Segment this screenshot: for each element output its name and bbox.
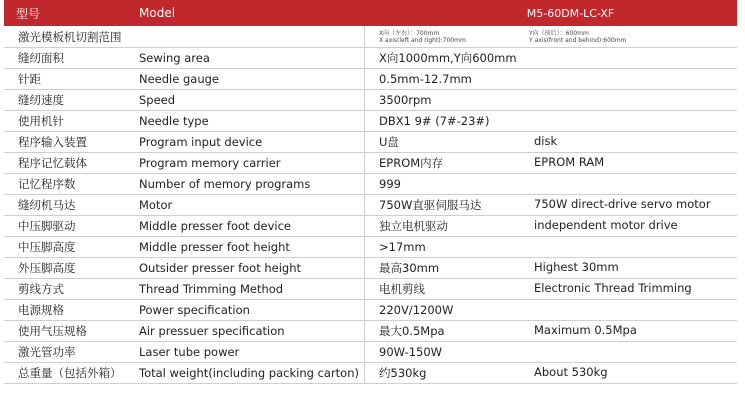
value-en: independent motor drive xyxy=(534,218,678,232)
row-label-en xyxy=(129,26,365,47)
value-en xyxy=(534,303,737,317)
row-label-en: Needle gauge xyxy=(129,69,365,89)
value-en xyxy=(534,72,737,86)
value-en: 750W direct-drive servo motor xyxy=(534,197,711,211)
value-cn: 最大0.5Mpa xyxy=(379,324,445,338)
row-label-cn: 中压脚驱动 xyxy=(18,219,76,233)
value-cn: 电机剪线 xyxy=(379,282,425,296)
row-label-cn: 针距 xyxy=(18,72,41,86)
row-value xyxy=(365,114,737,128)
row-label-en: Air pressuer specification xyxy=(129,321,365,341)
row-value xyxy=(365,281,737,297)
table-row xyxy=(4,132,737,153)
row-value xyxy=(365,365,737,381)
value-cn: 0.5mm-12.7mm xyxy=(379,72,472,86)
table-row xyxy=(4,279,737,300)
row-label-cn: 激光模板机切割范围 xyxy=(18,29,122,44)
value-en: About 530kg xyxy=(534,365,608,379)
value-cn: 独立电机驱动 xyxy=(379,219,448,233)
value-en xyxy=(534,240,737,254)
value-cn: DBX1 9# (7#-23#) xyxy=(379,114,490,128)
value-cn: 999 xyxy=(379,177,401,191)
row-label-en: Speed xyxy=(129,90,365,110)
row-label-cn: 总重量（包括外箱） xyxy=(18,366,122,380)
row-value xyxy=(365,30,737,44)
x-range-en: X axis(left and right):700mm xyxy=(379,36,466,44)
spec-table xyxy=(4,0,737,384)
row-label-en: Thread Trimming Method xyxy=(129,279,365,299)
table-row xyxy=(4,300,737,321)
value-cn: 750W直驱伺服马达 xyxy=(379,198,482,212)
row-label-cn: 剪线方式 xyxy=(18,282,64,296)
row-label-cn: 使用机针 xyxy=(18,114,64,128)
row-value xyxy=(365,50,737,66)
table-row xyxy=(4,153,737,174)
table-row xyxy=(4,111,737,132)
row-label-en: Sewing area xyxy=(129,48,365,68)
value-en xyxy=(534,50,737,66)
x-range-cn: X向（左右）：700mm xyxy=(379,29,440,37)
table-row xyxy=(4,321,737,342)
row-label-cn: 电源规格 xyxy=(18,303,64,317)
value-en: EPROM RAM xyxy=(534,155,605,169)
value-cn: 最高30mm xyxy=(379,261,440,275)
row-label-cn: 缝纫面积 xyxy=(18,51,64,65)
row-label-cn: 程序输入装置 xyxy=(18,135,87,149)
row-label-en: Program input device xyxy=(129,132,365,152)
table-row xyxy=(4,48,737,69)
row-value xyxy=(365,323,737,339)
table-row xyxy=(4,90,737,111)
row-value xyxy=(365,240,737,254)
row-label-cn: 缝纫速度 xyxy=(18,93,64,107)
table-row xyxy=(4,342,737,363)
header-col-model: Model xyxy=(139,6,176,20)
value-en: Highest 30mm xyxy=(534,260,619,274)
row-label-cn: 缝纫机马达 xyxy=(18,198,76,212)
row-label-en: Power specification xyxy=(129,300,365,320)
table-row-laser-range xyxy=(4,26,737,48)
row-value xyxy=(365,134,737,150)
row-value xyxy=(365,155,737,171)
row-value xyxy=(365,177,737,191)
header-col-cn: 型号 xyxy=(16,6,41,21)
row-label-en: Number of memory programs xyxy=(129,174,365,194)
header-col-model-number: M5-60DM-LC-XF xyxy=(526,6,615,20)
row-value xyxy=(365,72,737,86)
table-row xyxy=(4,237,737,258)
row-label-en: Laser tube power xyxy=(129,342,365,362)
table-row xyxy=(4,174,737,195)
row-label-cn: 记忆程序数 xyxy=(18,177,76,191)
value-cn: 约530kg xyxy=(379,366,427,380)
value-en: Electronic Thread Trimming xyxy=(534,281,692,295)
value-en xyxy=(534,93,737,107)
row-label-en: Middle presser foot device xyxy=(129,216,365,236)
value-en: Maximum 0.5Mpa xyxy=(534,323,637,337)
table-row xyxy=(4,195,737,216)
row-label-en: Program memory carrier xyxy=(129,153,365,173)
row-value xyxy=(365,303,737,317)
row-value xyxy=(365,218,737,234)
row-value xyxy=(365,260,737,276)
table-row xyxy=(4,69,737,90)
value-cn: 3500rpm xyxy=(379,93,432,107)
row-label-en: Outsider presser foot height xyxy=(129,258,365,278)
row-label-cn: 外压脚高度 xyxy=(18,261,76,275)
value-en xyxy=(534,114,737,128)
value-cn: >17mm xyxy=(379,240,426,254)
value-cn: EPROM内存 xyxy=(379,156,444,170)
table-row xyxy=(4,216,737,237)
row-label-cn: 使用气压规格 xyxy=(18,324,87,338)
value-cn: X向1000mm,Y向600mm xyxy=(379,51,517,65)
value-en xyxy=(534,345,737,359)
row-label-en: Motor xyxy=(129,195,365,215)
table-body xyxy=(4,48,737,384)
row-value xyxy=(365,345,737,359)
row-label-en: Middle presser foot height xyxy=(129,237,365,257)
row-label-en: Needle type xyxy=(129,111,365,131)
row-label-cn: 中压脚高度 xyxy=(18,240,76,254)
value-cn: U盘 xyxy=(379,135,399,149)
table-header xyxy=(4,0,737,26)
y-range-cn: Y向（前后）：600mm xyxy=(529,29,589,37)
table-row xyxy=(4,363,737,384)
table-row xyxy=(4,258,737,279)
row-value xyxy=(365,197,737,213)
row-label-cn: 激光管功率 xyxy=(18,345,76,359)
y-range-en: Y axis(front and behind):600mm xyxy=(529,36,627,44)
value-cn: 220V/1200W xyxy=(379,303,454,317)
value-cn: 90W-150W xyxy=(379,345,443,359)
row-value xyxy=(365,93,737,107)
row-label-cn: 程序记忆载体 xyxy=(18,156,87,170)
value-en xyxy=(534,177,737,191)
row-label-en: Total weight(including packing carton) xyxy=(129,363,365,383)
value-en: disk xyxy=(534,134,558,148)
